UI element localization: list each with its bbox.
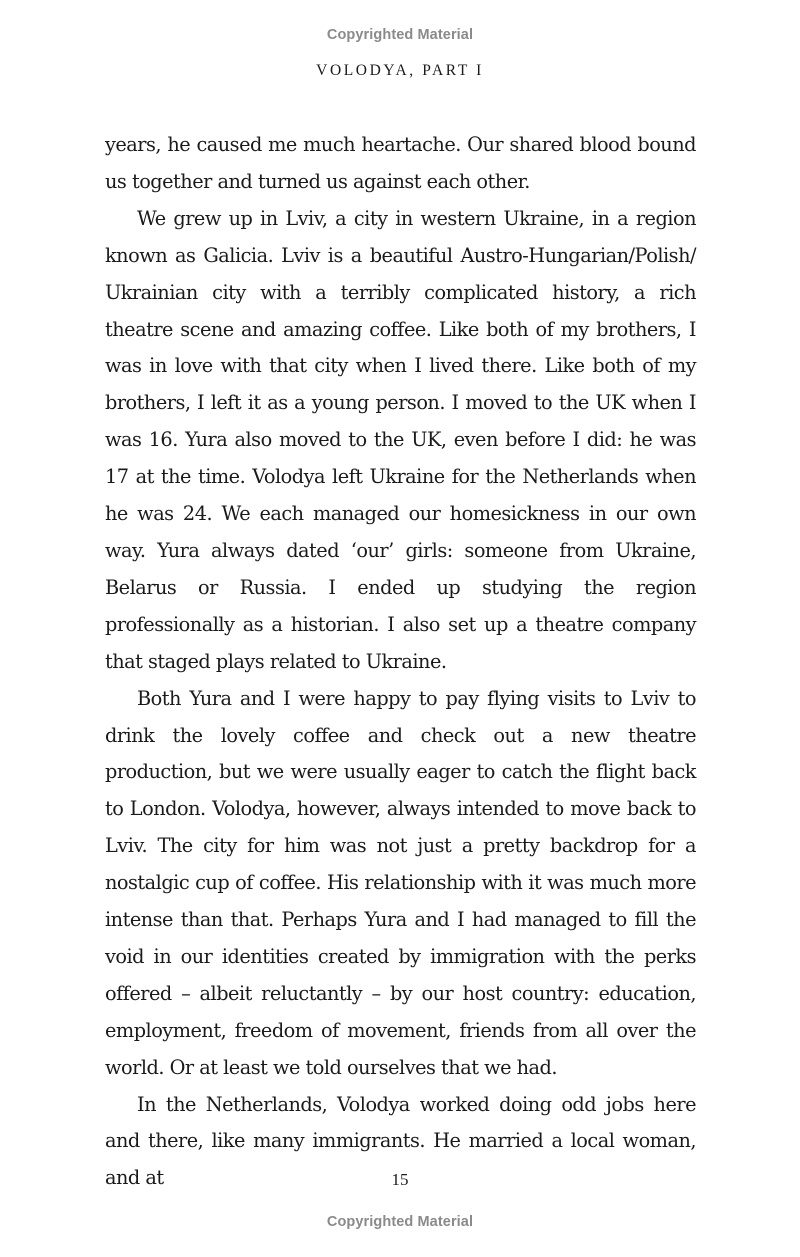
paragraph-continued: years, he caused me much heartache. Our shared blood bound us together and turned us against each other. — [105, 133, 696, 193]
body-text — [105, 127, 696, 1197]
paragraph: Both Yura and I were happy to pay flying visits to Lviv to drink the lovely coffee and check out a new theatre production, but we were usually eager to catch the flight back to London. Volodya, however, always intended to move back to Lviv. The city for him was not just a pretty backdrop for a nostalgic cup of coffee. His relationship with it was much more intense than that. Perhaps Yura and I had managed to fill the void in our identities created by immigration with the perks offered – albeit reluctantly – by our host country: education, employment, freedom of movement, friends from all over the world. Or at least we told ourselves that we had. — [105, 686, 696, 1079]
page-number: 15 — [391, 1170, 409, 1189]
paragraph: We grew up in Lviv, a city in western Ukraine, in a region known as Galicia. Lviv is a beautiful Austro-Hungarian/Polish/ Ukrainian city with a terribly complicated history, a rich theatre scene and amazing coffee. Like both of my brothers, I was in love with that city when I lived there. Like both of my brothers, I left it as a young person. I moved to the UK when I was 16. Yura also moved to the UK, even before I did: he was 17 at the time. Volodya left Ukraine for the Netherlands when he was 24. We each managed our homesickness in our own way. Yura always dated ‘our’ girls: someone from Ukraine, Belarus or Russia. I ended up studying the region professionally as a historian. I also set up a theatre company that staged plays related to Ukraine. — [105, 206, 696, 673]
copyright-watermark-top: Copyrighted Material — [326, 27, 474, 43]
running-head: VOLODYA, PART I — [316, 62, 484, 79]
copyright-watermark-bottom: Copyrighted Material — [326, 1214, 474, 1230]
paragraph: In the Netherlands, Volodya worked doing odd jobs here and there, like many immigrants. He married a local woman, and at — [105, 1092, 696, 1190]
